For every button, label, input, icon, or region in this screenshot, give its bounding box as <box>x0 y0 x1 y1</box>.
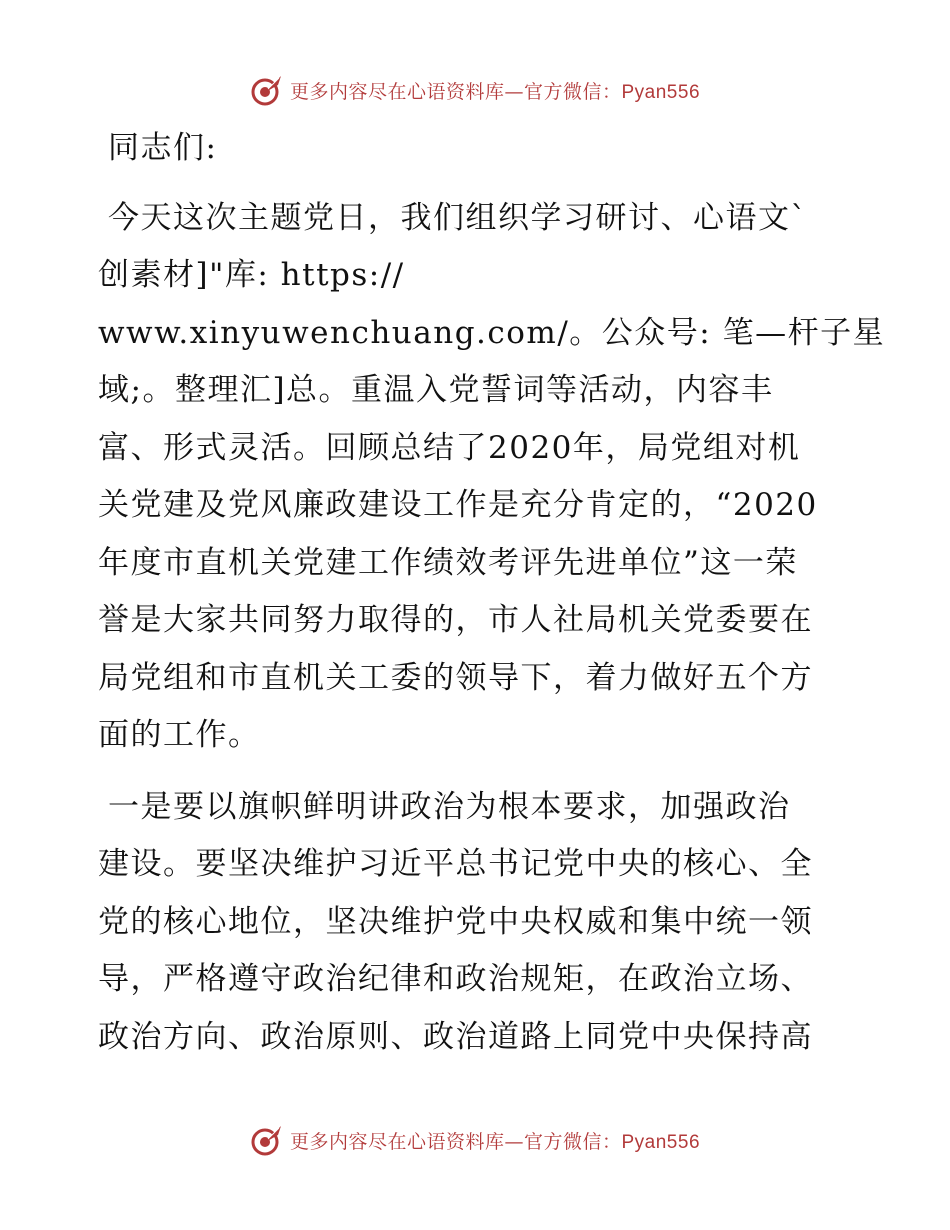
paragraph-line: 年度市直机关党建工作绩效考评先进单位”这一荣 <box>98 544 798 581</box>
footer-banner-label: 更多内容尽在心语资料库—官方微信： <box>289 1130 622 1153</box>
header-banner <box>0 68 950 112</box>
paragraph-line: 导，严格遵守政治纪律和政治规矩，在政治立场、 <box>98 961 813 997</box>
paragraph-line: 面的工作。 <box>98 717 261 753</box>
paragraph-line: 建设。要坚决维护习近平总书记党中央的核心、全 <box>98 846 813 882</box>
footer-banner-inner <box>250 1123 700 1157</box>
footer-wechat-id: Pyan556 <box>621 1131 701 1153</box>
quill-logo-icon <box>250 1123 284 1157</box>
header-banner-inner <box>250 73 700 107</box>
header-banner-text <box>290 77 700 104</box>
greeting: 同志们: <box>108 130 218 166</box>
paragraph-line: 一是要以旗帜鲜明讲政治为根本要求，加强政治 <box>108 788 791 825</box>
paragraph-line: 关党建及党风廉政建设工作是充分肯定的，“2020 <box>98 487 818 523</box>
header-wechat-id: Pyan556 <box>621 81 701 103</box>
header-banner-label: 更多内容尽在心语资料库—官方微信： <box>289 80 622 103</box>
paragraph-line: 域;。整理汇]总。重温入党誓词等活动，内容丰 <box>98 372 774 408</box>
paragraph-line: 党的核心地位，坚决维护党中央权威和集中统一领 <box>98 903 813 940</box>
paragraph-2 <box>98 779 858 1067</box>
paragraph-line: 创素材]"库: https:// <box>98 257 405 293</box>
paragraph-line: 局党组和市直机关工委的领导下，着力做好五个方 <box>98 659 813 696</box>
paragraph-line: www.xinyuwenchuang.com/。公众号: 笔—杆子星 <box>98 314 886 351</box>
paragraph-line: 今天这次主题党日，我们组织学习研讨、心语文` <box>108 199 808 236</box>
paragraph-line: 政治方向、政治原则、政治道路上同党中央保持高 <box>98 1018 813 1055</box>
paragraph-1 <box>98 190 886 765</box>
footer-banner <box>0 1118 950 1162</box>
paragraph-line: 富、形式灵活。回顾总结了2020年，局党组对机 <box>98 429 801 466</box>
paragraph-line: 誉是大家共同努力取得的，市人社局机关党委要在 <box>98 602 813 638</box>
footer-banner-text <box>290 1127 700 1154</box>
quill-logo-icon <box>250 73 284 107</box>
document-body <box>98 120 886 1066</box>
